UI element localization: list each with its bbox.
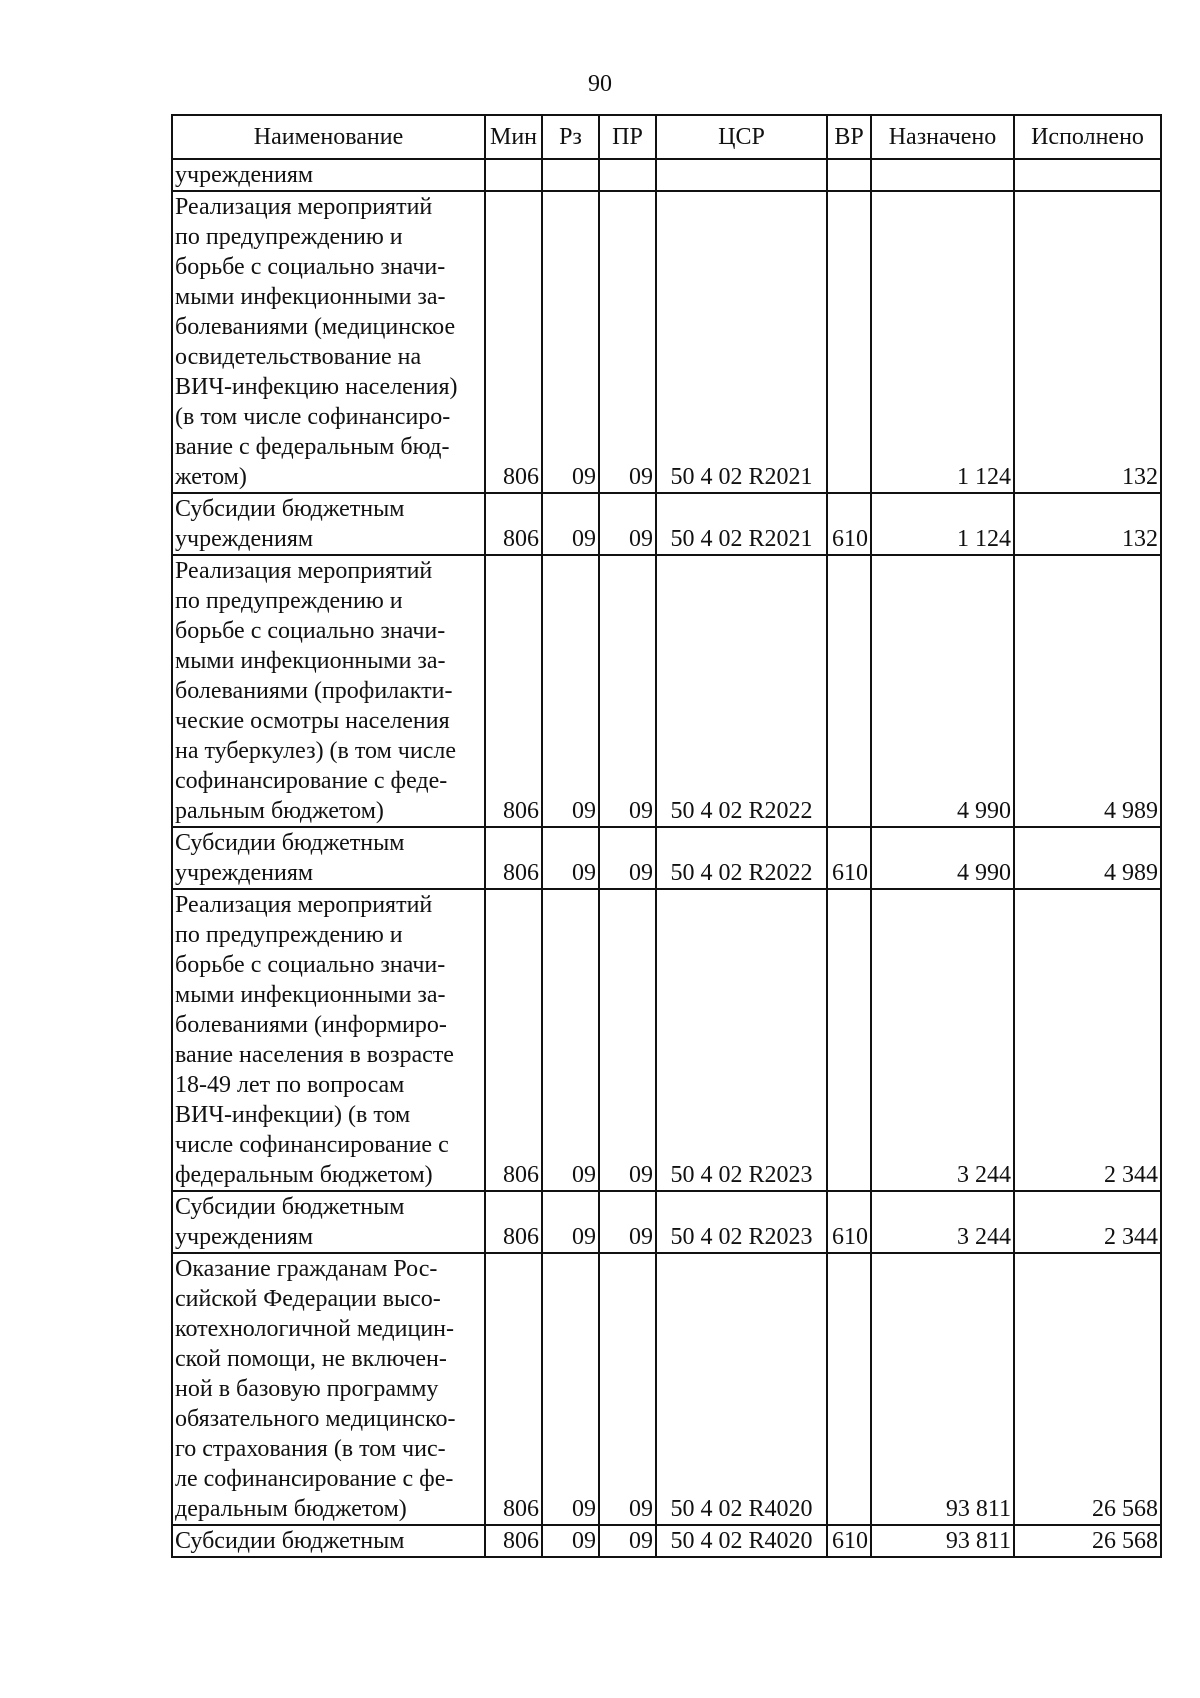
name-line: борьбе с социально значи- <box>175 952 446 978</box>
name-line: на туберкулез) (в том числе <box>175 738 456 764</box>
cell-vr <box>827 159 871 191</box>
table-row <box>172 1191 1161 1253</box>
name-line: (в том числе софинансиро- <box>175 404 451 430</box>
header-pr: ПР <box>599 115 656 159</box>
name-line: Оказание гражданам Рос- <box>175 1256 438 1282</box>
cell-pr: 09 <box>599 555 656 827</box>
name-line: ле софинансирование с фе- <box>175 1466 454 1492</box>
cell-assigned: 4 990 <box>871 555 1014 827</box>
table-row <box>172 159 1161 191</box>
cell-rz: 09 <box>542 555 599 827</box>
cell-vr: 610 <box>827 827 871 889</box>
name-line: котехнологичной медицин- <box>175 1316 454 1342</box>
cell-rz: 09 <box>542 827 599 889</box>
cell-assigned: 1 124 <box>871 191 1014 493</box>
cell-executed: 2 344 <box>1014 1191 1161 1253</box>
cell-vr: 610 <box>827 1191 871 1253</box>
cell-name <box>172 1525 485 1557</box>
name-line: числе софинансирование с <box>175 1132 449 1158</box>
table-row <box>172 1253 1161 1525</box>
cell-csr: 50 4 02 R2023 <box>656 1191 827 1253</box>
table-row <box>172 493 1161 555</box>
cell-rz <box>542 159 599 191</box>
name-line: софинансирование с феде- <box>175 768 448 794</box>
name-line: учреждениям <box>175 1224 314 1250</box>
name-line: ческие осмотры населения <box>175 708 450 734</box>
header-assigned: Назначено <box>871 115 1014 159</box>
table-row <box>172 191 1161 493</box>
name-line: ВИЧ-инфекции) (в том <box>175 1102 411 1128</box>
name-line: Реализация мероприятий <box>175 892 433 918</box>
cell-pr <box>599 159 656 191</box>
cell-min: 806 <box>485 1525 542 1557</box>
header-executed: Исполнено <box>1014 115 1161 159</box>
header-min: Мин <box>485 115 542 159</box>
name-line: жетом) <box>175 464 247 490</box>
cell-executed: 2 344 <box>1014 889 1161 1191</box>
name-line: Субсидии бюджетным <box>175 1528 405 1554</box>
page-number: 90 <box>588 71 612 97</box>
cell-min: 806 <box>485 1253 542 1525</box>
cell-min: 806 <box>485 493 542 555</box>
name-line: го страхования (в том чис- <box>175 1436 446 1462</box>
cell-assigned: 1 124 <box>871 493 1014 555</box>
cell-name <box>172 555 485 827</box>
name-line: учреждениям <box>175 526 314 552</box>
name-line: освидетельствование на <box>175 344 422 370</box>
cell-name <box>172 191 485 493</box>
cell-min: 806 <box>485 1191 542 1253</box>
cell-vr: 610 <box>827 1525 871 1557</box>
name-line: борьбе с социально значи- <box>175 254 446 280</box>
cell-min <box>485 159 542 191</box>
cell-executed: 132 <box>1014 191 1161 493</box>
name-line: болеваниями (информиро- <box>175 1012 447 1038</box>
cell-csr: 50 4 02 R2023 <box>656 889 827 1191</box>
cell-name <box>172 827 485 889</box>
cell-rz: 09 <box>542 1253 599 1525</box>
cell-min: 806 <box>485 827 542 889</box>
name-line: вание с федеральным бюд- <box>175 434 450 460</box>
cell-pr: 09 <box>599 1253 656 1525</box>
name-line: борьбе с социально значи- <box>175 618 446 644</box>
cell-vr: 610 <box>827 493 871 555</box>
name-line: Реализация мероприятий <box>175 194 433 220</box>
header-rz: Рз <box>542 115 599 159</box>
cell-rz: 09 <box>542 889 599 1191</box>
cell-rz: 09 <box>542 1525 599 1557</box>
cell-csr: 50 4 02 R2021 <box>656 493 827 555</box>
table-row <box>172 1525 1161 1557</box>
cell-csr: 50 4 02 R4020 <box>656 1253 827 1525</box>
cell-assigned: 4 990 <box>871 827 1014 889</box>
name-line: мыми инфекционными за- <box>175 648 446 674</box>
cell-csr <box>656 159 827 191</box>
name-line: учреждениям <box>175 162 314 188</box>
header-csr: ЦСР <box>656 115 827 159</box>
name-line: мыми инфекционными за- <box>175 982 446 1008</box>
cell-executed: 26 568 <box>1014 1253 1161 1525</box>
cell-vr <box>827 889 871 1191</box>
name-line: Субсидии бюджетным <box>175 496 405 522</box>
cell-assigned: 3 244 <box>871 1191 1014 1253</box>
cell-executed <box>1014 159 1161 191</box>
name-line: по предупреждению и <box>175 922 403 948</box>
cell-assigned: 93 811 <box>871 1525 1014 1557</box>
cell-pr: 09 <box>599 191 656 493</box>
cell-csr: 50 4 02 R2021 <box>656 191 827 493</box>
cell-name <box>172 493 485 555</box>
cell-csr: 50 4 02 R2022 <box>656 827 827 889</box>
name-line: федеральным бюджетом) <box>175 1162 433 1188</box>
name-line: ной в базовую программу <box>175 1376 439 1402</box>
cell-min: 806 <box>485 555 542 827</box>
table-header-row <box>172 115 1161 159</box>
cell-csr: 50 4 02 R4020 <box>656 1525 827 1557</box>
cell-vr <box>827 1253 871 1525</box>
cell-name <box>172 159 485 191</box>
cell-min: 806 <box>485 191 542 493</box>
cell-min: 806 <box>485 889 542 1191</box>
name-line: Субсидии бюджетным <box>175 830 405 856</box>
name-line: учреждениям <box>175 860 314 886</box>
name-line: болеваниями (профилакти- <box>175 678 453 704</box>
cell-executed: 4 989 <box>1014 555 1161 827</box>
table-row <box>172 827 1161 889</box>
table-row <box>172 889 1161 1191</box>
name-line: по предупреждению и <box>175 588 403 614</box>
table-row <box>172 555 1161 827</box>
cell-pr: 09 <box>599 1191 656 1253</box>
name-line: ральным бюджетом) <box>175 798 384 824</box>
budget-table <box>171 114 1162 1558</box>
name-line: сийской Федерации высо- <box>175 1286 441 1312</box>
cell-csr: 50 4 02 R2022 <box>656 555 827 827</box>
cell-assigned: 93 811 <box>871 1253 1014 1525</box>
cell-rz: 09 <box>542 493 599 555</box>
cell-executed: 132 <box>1014 493 1161 555</box>
header-name: Наименование <box>172 115 485 159</box>
cell-pr: 09 <box>599 493 656 555</box>
cell-executed: 26 568 <box>1014 1525 1161 1557</box>
name-line: деральным бюджетом) <box>175 1496 407 1522</box>
cell-name <box>172 1253 485 1525</box>
cell-assigned <box>871 159 1014 191</box>
cell-pr: 09 <box>599 827 656 889</box>
cell-pr: 09 <box>599 1525 656 1557</box>
name-line: болеваниями (медицинское <box>175 314 456 340</box>
name-line: ВИЧ-инфекцию населения) <box>175 374 458 400</box>
cell-executed: 4 989 <box>1014 827 1161 889</box>
cell-name <box>172 1191 485 1253</box>
cell-rz: 09 <box>542 191 599 493</box>
name-line: 18-49 лет по вопросам <box>175 1072 405 1098</box>
cell-rz: 09 <box>542 1191 599 1253</box>
cell-vr <box>827 555 871 827</box>
name-line: мыми инфекционными за- <box>175 284 446 310</box>
cell-pr: 09 <box>599 889 656 1191</box>
name-line: обязательного медицинско- <box>175 1406 456 1432</box>
cell-name <box>172 889 485 1191</box>
header-vr: ВР <box>827 115 871 159</box>
name-line: Реализация мероприятий <box>175 558 433 584</box>
name-line: ской помощи, не включен- <box>175 1346 447 1372</box>
cell-vr <box>827 191 871 493</box>
name-line: Субсидии бюджетным <box>175 1194 405 1220</box>
name-line: вание населения в возрасте <box>175 1042 454 1068</box>
cell-assigned: 3 244 <box>871 889 1014 1191</box>
table-body <box>172 159 1161 1557</box>
name-line: по предупреждению и <box>175 224 403 250</box>
